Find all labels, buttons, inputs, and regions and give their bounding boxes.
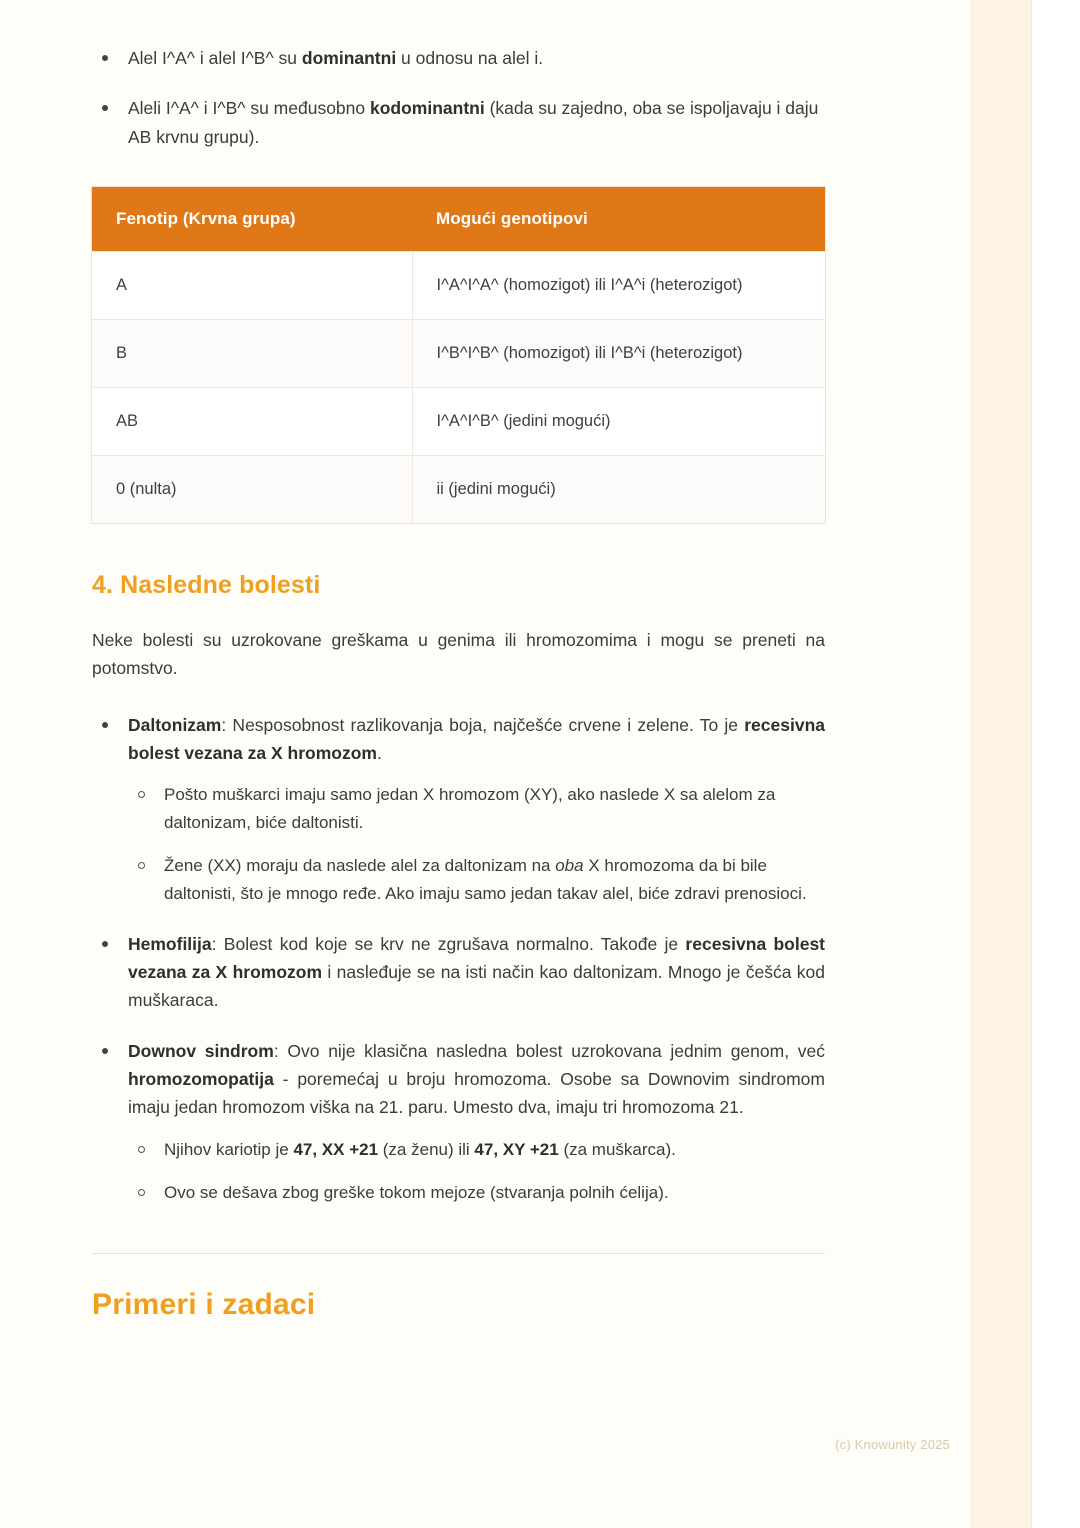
text-run: u odnosu na alel i. [396,48,544,68]
emphasis-text: kodominantni [369,98,485,119]
text-run: : Bolest kod koje se krv ne zgrušava normalno. Takođe je [211,933,686,954]
page-title: Primeri i zadaci [92,1287,316,1321]
emphasis-text: hromozomopatija [128,1068,274,1089]
table-cell-phenotype: B [92,320,412,388]
table-row [92,456,825,524]
text-run: (za muškarca). [558,1139,676,1159]
table-header-row [92,187,825,252]
emphasis-text: 47, XX +21 [293,1139,379,1159]
table-body [92,252,825,524]
list-item-text [128,930,825,1015]
blood-group-genotype-table [92,187,825,523]
emphasis-text: recesivna bolest vezana za X hromozom [128,933,825,982]
text-run: X hromozoma da bi bile daltonisti, što je mnogo ređe. Ako imaju samo jedan takav alel, biće zdravi prenosioci. [164,856,807,903]
table-cell-genotype: ii (jedini mogući) [412,456,825,524]
text-run: i nasleđuje se na isti način kao daltonizam. Mnogo je češća kod muškaraca. [128,961,825,1011]
table-header-phenotype: Fenotip (Krvna grupa) [92,187,412,252]
table-cell-phenotype: AB [92,388,412,456]
sub-list-item [128,781,825,836]
text-run: . [376,743,382,764]
text-run: Ovo se dešava zbog greške tokom mejoze (stvaranja polnih ćelija). [164,1183,669,1203]
table-header-genotypes: Mogući genotipovi [412,187,825,252]
sub-list [128,781,825,907]
table-cell-genotype: I^B^I^B^ (homozigot) ili I^B^i (heterozigot) [412,320,825,388]
emphasis-text: Hemofilija [128,933,212,954]
table-row [92,388,825,456]
emphasis-text: dominantni [301,48,397,68]
section-divider [92,1253,825,1254]
intro-bullet-list [92,44,825,151]
text-run: : Ovo nije klasična nasledna bolest uzrokovana jednim genom, već [273,1040,826,1061]
emphasis-text: 47, XY +21 [474,1139,559,1159]
text-run: Alel I^A^ i alel I^B^ su [128,48,302,68]
table-cell-phenotype: A [92,252,412,320]
section-heading: 4. Nasledne bolesti [92,571,321,600]
sub-list-item [128,1136,825,1164]
table-row [92,320,825,388]
list-item-text [128,711,825,768]
sub-list-item [128,852,825,907]
table-cell-genotype: I^A^I^B^ (jedini mogući) [412,388,825,456]
list-item [92,711,825,908]
table-head [92,187,825,252]
table-cell-phenotype: 0 (nulta) [92,456,412,524]
table-cell-genotype: I^A^I^A^ (homozigot) ili I^A^i (heterozigot) [412,252,825,320]
section-intro-paragraph: Neke bolesti su uzrokovane greškama u genima ili hromozomima i mogu se preneti na potomstvo. [92,630,825,679]
disease-list [92,711,825,1207]
list-item [92,94,825,151]
sub-list [128,1136,825,1207]
italic-text: oba [555,856,584,876]
list-item [92,1037,825,1207]
sub-list-item [128,1179,825,1207]
text-run: Njihov kariotip je [164,1139,294,1159]
list-item [92,44,825,72]
text-run: (za ženu) ili [378,1139,475,1159]
list-item-text [128,1037,825,1122]
table-row [92,252,825,320]
copyright-notice: (c) Knowunity 2025 [835,1437,950,1452]
text-run: : Nesposobnost razlikovanja boja, najčešće crvene i zelene. To je [221,714,745,735]
emphasis-text: recesivna bolest vezana za X hromozom [128,714,825,764]
emphasis-text: Daltonizam [128,714,222,735]
text-run: (kada su zajedno, oba se ispoljavaju i daju AB krvnu grupu). [128,98,819,147]
list-item [92,930,825,1015]
text-run: Aleli I^A^ i I^B^ su međusobno [128,98,370,119]
text-run: Žene (XX) moraju da naslede alel za daltonizam na [164,856,556,876]
text-run: Pošto muškarci imaju samo jedan X hromozom (XY), ako naslede X sa alelom za daltonizam, biće daltonisti. [164,785,776,832]
emphasis-text: Downov sindrom [128,1040,274,1061]
text-run: - poremećaj u broju hromozoma. Osobe sa Downovim sindromom imaju jedan hromozom viška na 21. paru. Umesto dva, imaju tri hromozoma 21. [128,1068,825,1118]
